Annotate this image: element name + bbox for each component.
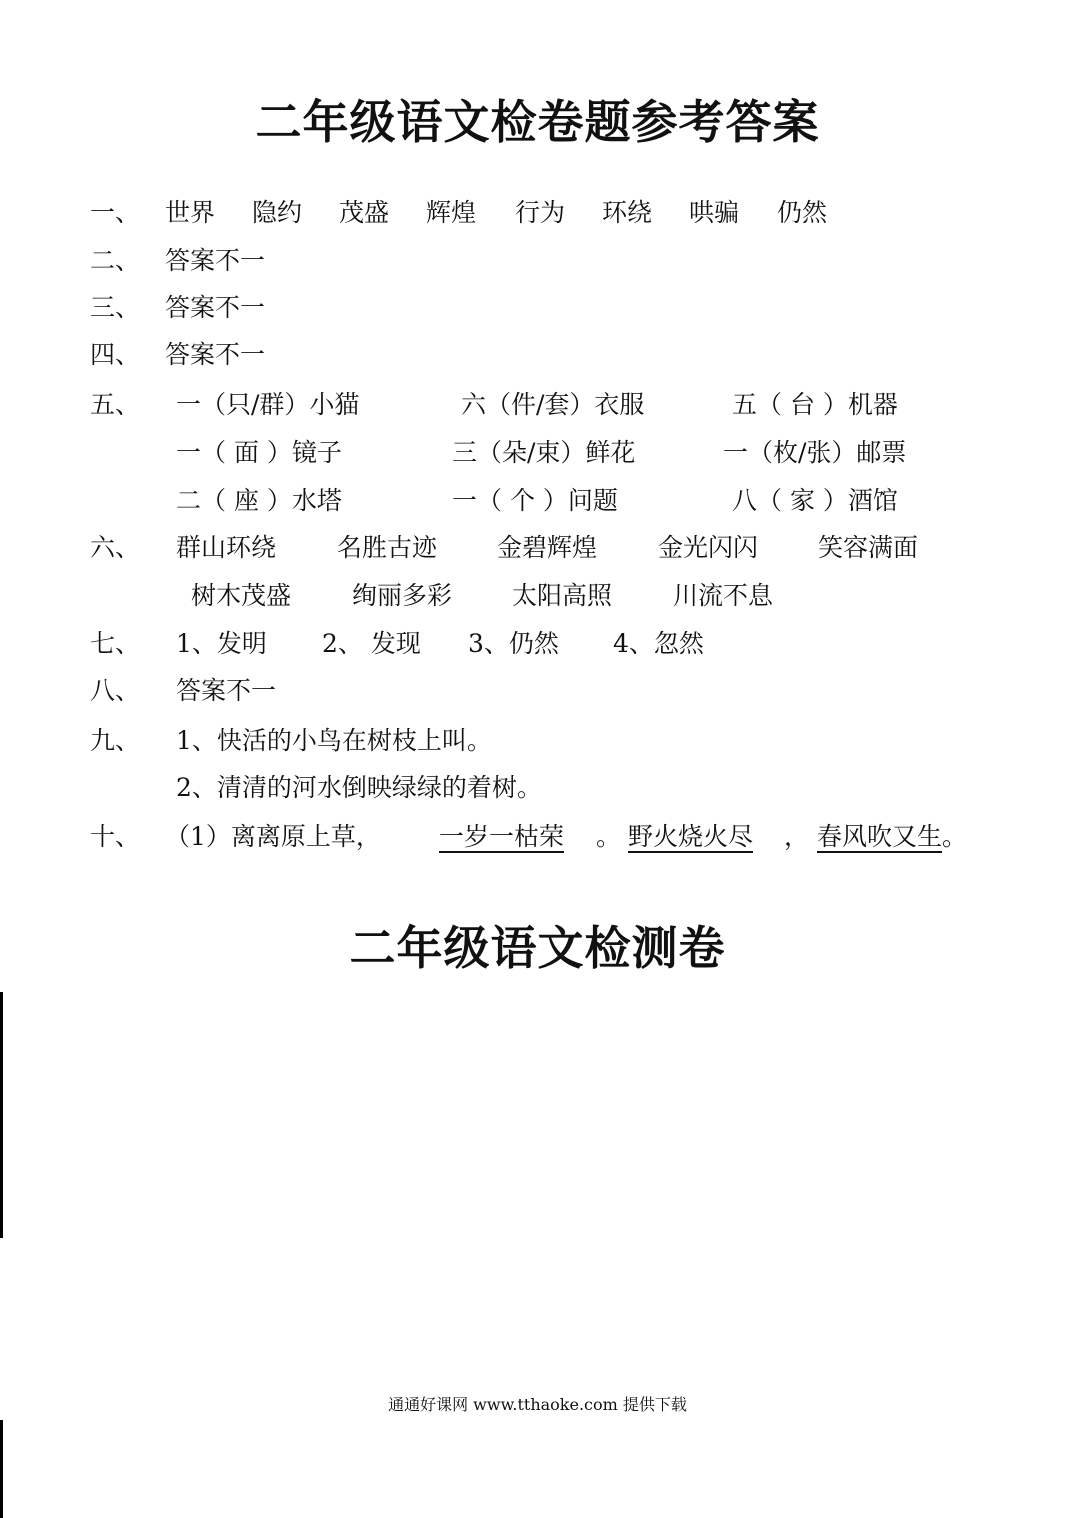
question-number: 八、	[90, 676, 141, 705]
poem-end: 。	[942, 822, 968, 851]
measure-word-item: 二（ 座 ）水塔	[176, 486, 342, 515]
word-item: 4、忽然	[613, 629, 704, 658]
question-number: 五、	[90, 390, 141, 419]
measure-word-item: 六（件/套）衣服	[461, 390, 645, 419]
poem-separator: ，	[784, 822, 810, 851]
sentence-item: 2、清清的河水倒映绿绿的着树。	[176, 773, 542, 802]
measure-word-item: 一（只/群）小猫	[176, 390, 360, 419]
answer-text: 答案不一	[165, 340, 266, 369]
poem-blank-1: 一岁一枯荣	[439, 822, 565, 851]
word-item: 辉煌	[426, 198, 477, 227]
idiom-item: 笑容满面	[818, 533, 919, 562]
poem-separator: 。	[596, 822, 622, 851]
idiom-item: 树木茂盛	[191, 581, 292, 610]
question-number: 四、	[90, 340, 141, 369]
word-item: 1、发明	[176, 629, 267, 658]
word-item: 世界	[165, 198, 216, 227]
word-item: 仍然	[777, 198, 828, 227]
poem-blank-2: 野火烧火尽	[628, 822, 754, 851]
answer-text: 答案不一	[165, 293, 266, 322]
question-number: 十、	[90, 822, 141, 851]
question-number: 七、	[90, 629, 141, 658]
answer-text: 答案不一	[176, 676, 277, 705]
measure-word-item: 一（ 面 ）镜子	[176, 438, 342, 467]
test-paper-title: 二年级语文检测卷	[349, 921, 726, 975]
word-item: 环绕	[602, 198, 653, 227]
answer-text: 答案不一	[165, 246, 266, 275]
measure-word-item: 五（ 台 ）机器	[732, 390, 898, 419]
word-item: 茂盛	[339, 198, 390, 227]
margin-rule	[0, 1420, 3, 1518]
answer-key-title: 二年级语文检卷题参考答案	[255, 95, 820, 149]
measure-word-item: 一（ 个 ）问题	[452, 486, 618, 515]
word-item: 哄骗	[689, 198, 740, 227]
measure-word-item: 一（枚/张）邮票	[723, 438, 907, 467]
measure-word-item: 三（朵/束）鲜花	[452, 438, 636, 467]
word-item: 3、仍然	[468, 629, 559, 658]
idiom-item: 川流不息	[673, 581, 774, 610]
word-item: 行为	[515, 198, 566, 227]
margin-rule	[0, 992, 3, 1238]
poem-prefix: （1）离离原上草，	[165, 822, 381, 851]
sentence-item: 1、快活的小鸟在树枝上叫。	[176, 726, 492, 755]
idiom-item: 金光闪闪	[658, 533, 759, 562]
question-number: 九、	[90, 726, 141, 755]
poem-blank-3: 春风吹又生	[817, 822, 943, 851]
question-number: 二、	[90, 246, 141, 275]
question-number: 三、	[90, 293, 141, 322]
word-item: 2、 发现	[322, 629, 421, 658]
question-number: 六、	[90, 533, 141, 562]
idiom-item: 金碧辉煌	[497, 533, 598, 562]
page-footer: 通通好课网 www.tthaoke.com 提供下载	[388, 1395, 687, 1414]
idiom-item: 群山环绕	[176, 533, 277, 562]
idiom-item: 绚丽多彩	[352, 581, 453, 610]
question-number: 一、	[90, 198, 141, 227]
idiom-item: 太阳高照	[512, 581, 613, 610]
idiom-item: 名胜古迹	[337, 533, 438, 562]
word-item: 隐约	[252, 198, 303, 227]
measure-word-item: 八（ 家 ）酒馆	[732, 486, 898, 515]
